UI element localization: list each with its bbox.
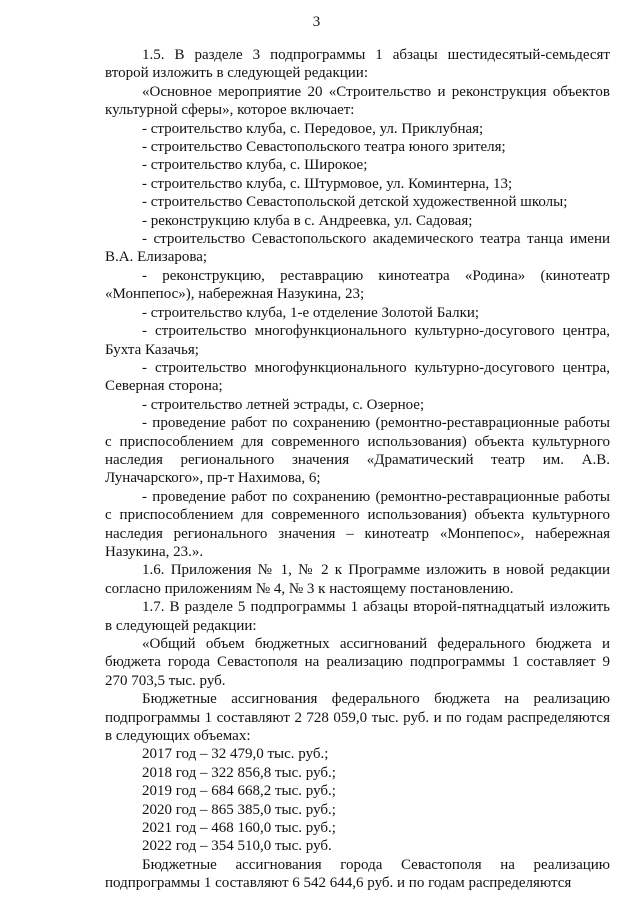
paragraph: Бюджетные ассигнования федерального бюджета на реализацию подпрограммы 1 составляют 2 728 059,0 тыс. руб. и по годам распределяются в следующих объемах:	[105, 691, 610, 745]
paragraph: - проведение работ по сохранению (ремонтно-реставрационные работы с приспособлением для современного использования) объекта культурного наследия регионального значения – кинотеатр «Монпепос», набережная Назукина, 23.».	[105, 488, 610, 560]
page-number: 3	[312, 14, 321, 30]
funding-year-line: 2019 год – 684 668,2 тыс. руб.;	[142, 783, 336, 800]
paragraph: - строительство летней эстрады, с. Озерное;	[142, 396, 425, 413]
funding-year-line: 2021 год – 468 160,0 тыс. руб.;	[142, 820, 336, 837]
paragraph: - строительство клуба, с. Передовое, ул. Приклубная;	[142, 120, 484, 137]
document-body	[105, 46, 610, 893]
funding-year-line: 2020 год – 865 385,0 тыс. руб.;	[142, 801, 336, 818]
paragraph: 1.7. В разделе 5 подпрограммы 1 абзацы второй-пятнадцатый изложить в следующей редакции:	[105, 599, 610, 634]
paragraph: - строительство многофункционального культурно-досугового центра, Бухта Казачья;	[105, 323, 610, 358]
paragraph: «Общий объем бюджетных ассигнований федерального бюджета и бюджета города Севастополя на реализацию подпрограммы 1 составляет 9 270 703,5 тыс. руб.	[105, 636, 610, 689]
paragraph: Бюджетные ассигнования города Севастополя на реализацию подпрограммы 1 составляют 6 542 644,6 руб. и по годам распределяются	[105, 856, 610, 892]
funding-year-line: 2022 год – 354 510,0 тыс. руб.	[142, 838, 332, 855]
funding-year-line: 2017 год – 32 479,0 тыс. руб.;	[142, 746, 329, 763]
paragraph: - реконструкцию клуба в с. Андреевка, ул. Садовая;	[142, 212, 473, 229]
paragraph: 1.5. В разделе 3 подпрограммы 1 абзацы шестидесятый-семьдесят второй изложить в следующей редакции:	[105, 47, 610, 82]
paragraph: - строительство многофункционального культурно-досугового центра, Северная сторона;	[105, 359, 610, 395]
paragraph: - реконструкцию, реставрацию кинотеатра «Родина» (кинотеатр «Монпепос»), набережная Назукина, 23;	[105, 267, 610, 303]
paragraph: - строительство клуба, с. Штурмовое, ул. Коминтерна, 13;	[142, 175, 513, 192]
paragraph: 1.6. Приложения № 1, № 2 к Программе изложить в новой редакции согласно приложениям № 4, № 3 к настоящему постановлению.	[105, 562, 610, 597]
paragraph: - строительство Севастопольской детской художественной школы;	[142, 194, 568, 211]
paragraph: - строительство Севастопольского театра юного зрителя;	[142, 139, 506, 156]
paragraph: - строительство клуба, 1-е отделение Золотой Балки;	[142, 304, 480, 321]
paragraph: - строительство клуба, с. Широкое;	[142, 157, 368, 174]
paragraph: «Основное мероприятие 20 «Строительство и реконструкция объектов культурной сферы», которое включает:	[105, 83, 610, 119]
funding-year-line: 2018 год – 322 856,8 тыс. руб.;	[142, 764, 336, 781]
paragraph: - строительство Севастопольского академического театра танца имени В.А. Елизарова;	[105, 231, 610, 266]
paragraph: - проведение работ по сохранению (ремонтно-реставрационные работы с приспособлением для современного использования) объекта культурного наследия регионального значения «Драматический театр им. А.В. Луначарского», пр-т Нахимова, 6;	[105, 415, 610, 487]
